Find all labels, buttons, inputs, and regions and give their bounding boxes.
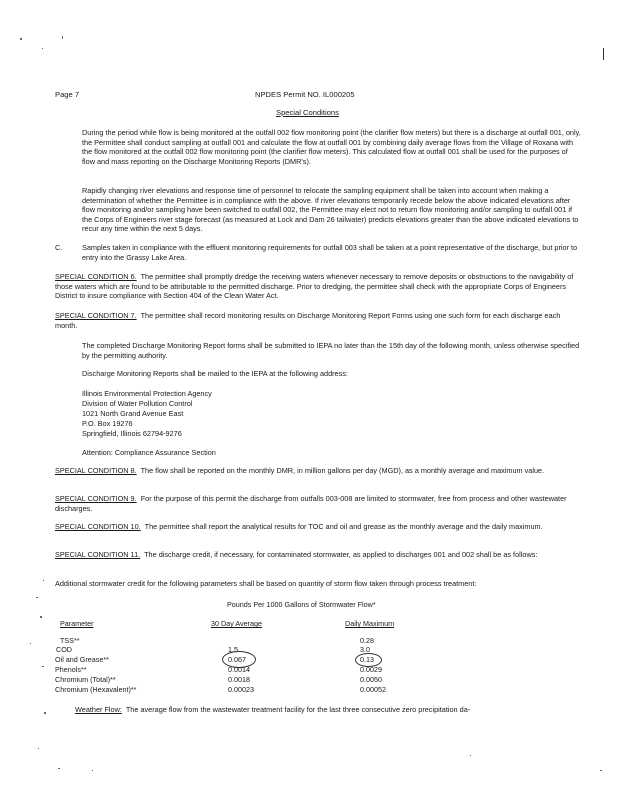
sc10-text: The permittee shall report the analytical results for TOC and oil and grease as the monthly average and the daily maximum. (144, 522, 543, 531)
scan-speck (600, 770, 602, 771)
scan-speck (36, 597, 38, 598)
table-cell-max: 0.13 (360, 655, 374, 664)
item-c-label: C. (55, 243, 63, 252)
sc9-text: For the purpose of this permit the discharge from outfalls 003-008 are limited to stormwater, free from process and other wastewater discharges. (55, 494, 567, 513)
sc11-label: SPECIAL CONDITION 11. (55, 550, 141, 559)
table-cell-param: Oil and Grease** (55, 655, 109, 664)
col-header-30-day-average: 30 Day Average (211, 619, 263, 628)
weather-flow-line (75, 705, 470, 715)
address-line: Division of Water Pollution Control (82, 399, 193, 408)
scan-speck (470, 755, 471, 756)
address-line: P.O. Box 19276 (82, 419, 133, 428)
scan-speck (62, 36, 63, 39)
item-c-text: Samples taken in compliance with the effluent monitoring requirements for outfall 003 shall be taken at a point representative of the discharge, but prior to entry into the Grassy Lake Area. (82, 243, 578, 262)
special-condition-9 (55, 494, 582, 513)
table-cell-param: Chromium (Hexavalent)** (55, 685, 137, 694)
scan-speck (58, 768, 60, 769)
address-line: 1021 North Grand Avenue East (82, 409, 184, 418)
table-title: Pounds Per 1000 Gallons of Stormwater Flow* (227, 600, 376, 609)
table-cell-avg: 0.067 (228, 655, 246, 664)
special-condition-7 (55, 311, 582, 330)
table-cell-avg: 1.5 (228, 645, 238, 654)
address-line: Illinois Environmental Protection Agency (82, 389, 212, 398)
table-cell-max: 0.0050 (360, 675, 382, 684)
address-line: Springfield, Illinois 62794-9276 (82, 429, 182, 438)
table-cell-avg: 0.00023 (228, 685, 254, 694)
attention-line: Attention: Compliance Assurance Section (82, 448, 216, 457)
scan-speck (92, 770, 93, 771)
scan-speck (44, 712, 46, 714)
table-cell-param: Phenols** (55, 665, 87, 674)
special-condition-8 (55, 466, 582, 476)
sc10-label: SPECIAL CONDITION 10. (55, 522, 141, 531)
special-condition-6 (55, 272, 582, 301)
paragraph-during: During the period while flow is being monitored at the outfall 002 flow monitoring point (the clarifier flow meters) but there is a discharge at outfall 001, only, the Permittee shall conduct sampling at outfall 001 and calculate the flow at outfall 001 by combining daily average flows from the Village of Roxana with the flow monitored at the outfall 002 flow monitoring point (the clarifier flow meters). This calculated flow at outfall 001 shall be used for the purposes of flow and mass reporting on the Discharge Monitoring Reports (DMR's). (82, 128, 581, 166)
table-cell-max: 3.0 (360, 645, 370, 654)
scan-speck (40, 616, 42, 618)
sc9-label: SPECIAL CONDITION 9. (55, 494, 137, 503)
table-cell-avg: 0.0018 (228, 675, 250, 684)
permit-number: NPDES Permit NO. IL000205 (255, 90, 355, 99)
sc7-text: The permittee shall record monitoring results on Discharge Monitoring Report Forms using one such form for each discharge each month. (55, 311, 561, 330)
scan-speck (42, 666, 44, 667)
paragraph-rapidly: Rapidly changing river elevations and response time of personnel to relocate the sampling equipment shall be taken into account when making a determination of whether the Permittee is in compliance with the above. If river elevations temporarily recede below the above indicated elevations after flow monitoring and/or sampling have been switched to outfall 002, the Permittee may elect not to return flow monitoring and/or sampling to outfall 001 if the Corps of Engineers river stage forecast (as measured at Lock and Dam 26 tailwater) predicts elevations greater than the above indicated elevations to recur any time within the next 5 days. (82, 186, 579, 234)
table-cell-max: 0.0029 (360, 665, 382, 674)
special-condition-11 (55, 550, 582, 560)
table-cell-max: 0.28 (360, 636, 374, 645)
sc8-label: SPECIAL CONDITION 8. (55, 466, 137, 475)
paragraph-mailed: Discharge Monitoring Reports shall be mailed to the IEPA at the following address: (82, 369, 348, 378)
weather-flow-text: The average flow from the wastewater treatment facility for the last three consecutive zero precipitation da- (125, 705, 471, 714)
table-cell-param: Chromium (Total)** (55, 675, 116, 684)
paragraph-additional: Additional stormwater credit for the following parameters shall be based on quantity of storm flow taken through process treatment: (55, 579, 477, 588)
sc8-text: The flow shall be reported on the monthly DMR, in million gallons per day (MGD), as a monthly average and maximum value. (140, 466, 545, 475)
table-cell-param: COD (56, 645, 72, 654)
col-header-daily-maximum: Daily Maximum (345, 619, 395, 628)
sc11-text: The discharge credit, if necessary, for contaminated stormwater, as applied to discharges 001 and 002 shall be as follows: (144, 550, 538, 559)
sc6-text: The permittee shall promptly dredge the receiving waters whenever necessary to remove deposits or obstructions to the navigability of those waters which are found to be attributable to the permitted discharge. Prior to dredging, the permittee shall check with the appropriate Corps of Engineers District to insure compliance with Section 404 of the Clean Water Act. (55, 272, 574, 301)
weather-flow-label: Weather Flow: (75, 705, 122, 714)
col-header-parameter: Parameter (60, 619, 94, 628)
scan-speck (38, 748, 39, 749)
scan-speck (42, 48, 43, 49)
scan-speck (43, 580, 44, 581)
scan-speck (20, 38, 22, 40)
page-number: Page 7 (55, 90, 80, 99)
table-cell-max: 0.00052 (360, 685, 386, 694)
scan-speck (603, 48, 604, 60)
sc7-label: SPECIAL CONDITION 7. (55, 311, 137, 320)
table-cell-param: TSS** (60, 636, 80, 645)
special-condition-10 (55, 522, 582, 532)
scan-speck (30, 643, 31, 644)
sc6-label: SPECIAL CONDITION 6. (55, 272, 137, 281)
section-title: Special Conditions (276, 108, 339, 117)
table-cell-avg: 0.0014 (228, 665, 250, 674)
paragraph-completed: The completed Discharge Monitoring Report forms shall be submitted to IEPA no later than the 15th day of the following month, unless otherwise specified by the permitting authority. (82, 341, 580, 360)
